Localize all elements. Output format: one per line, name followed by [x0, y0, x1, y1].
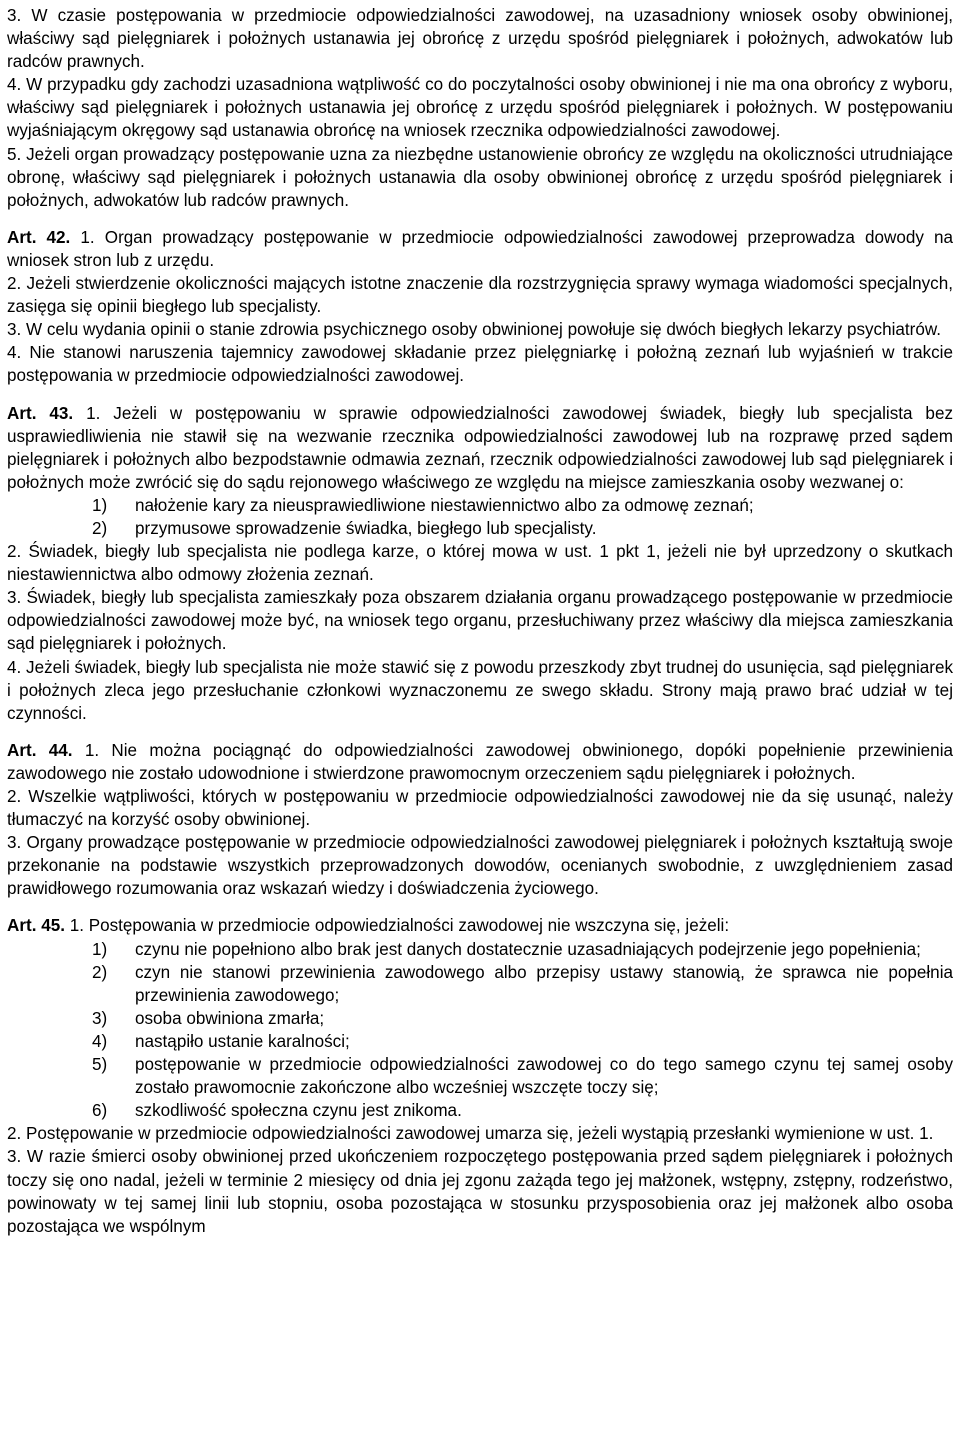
list-item-number: 6) [92, 1101, 108, 1121]
article-42-para-1-text: 1. Organ prowadzący postępowanie w przedmiocie odpowiedzialności zawodowej przeprowadza dowody na wniosek stron lub z urzędu. [7, 227, 953, 270]
list-item [7, 1007, 953, 1030]
article-42-para-1 [7, 226, 953, 272]
list-item-text: szkodliwość społeczna czynu jest znikoma. [135, 1101, 462, 1121]
article-44-para-3: 3. Organy prowadzące postępowanie w przedmiocie odpowiedzialności zawodowej pielęgniarek i położnych kształtują swoje przekonanie na podstawie wszystkich przeprowadzonych dowodów, ocenianych swobodnie, z uwzględnieniem zasad prawidłowego rozumowania oraz wskazań wiedzy i doświadczenia życiowego. [7, 833, 953, 899]
article-42-para-3: 3. W celu wydania opinii o stanie zdrowia psychicznego osoby obwinionej powołuje się dwóch biegłych lekarzy psychiatrów. [7, 320, 942, 340]
list-item-text: czynu nie popełniono albo brak jest danych dostatecznie uzasadniających podejrzenie jego popełnienia; [135, 939, 921, 959]
list-item-number: 2) [92, 962, 108, 982]
list-item-number: 1) [92, 939, 108, 959]
article-43-heading: Art. 43. [7, 403, 74, 423]
list-item-text: nałożenie kary za nieusprawiedliwione niestawiennictwo albo za odmowę zeznań; [135, 495, 754, 515]
article-42-para-4: 4. Nie stanowi naruszenia tajemnicy zawodowej składanie przez pielęgniarkę i położną zeznań lub wyjaśnień w trakcie postępowania w przedmiocie odpowiedzialności zawodowej. [7, 343, 953, 386]
list-item-text: nastąpiło ustanie karalności; [135, 1031, 350, 1051]
article-44-para-1-text: 1. Nie można pociągnąć do odpowiedzialności zawodowej obwinionego, dopóki popełnienie przewinienia zawodowego nie zostało udowodnione i stwierdzone prawomocnym orzeczeniem sądu pielęgniarek i położnych. [7, 740, 953, 783]
list-item-text: postępowanie w przedmiocie odpowiedzialności zawodowej co do tego samego czynu tej samej osoby zostało prawomocnie zakończone albo wcześniej wszczęte toczy się; [135, 1055, 953, 1098]
list-item-number: 2) [92, 518, 108, 538]
article-43-para-1-text: 1. Jeżeli w postępowaniu w sprawie odpowiedzialności zawodowej świadek, biegły lub specjalista bez usprawiedliwienia nie stawił się na wezwanie rzecznika odpowiedzialności zawodowej lub na rozprawę przed sądem pielęgniarek i położnych albo bezpodstawnie odmawia zeznań, rzecznik odpowiedzialności zawodowej lub sąd pielęgniarek i położnych może zwrócić się do sądu rejonowego właściwego ze względu na miejsce zamieszkania osoby wezwanej o: [7, 403, 953, 492]
list-item [7, 494, 953, 517]
article-43-para-1 [7, 402, 953, 494]
article-45-para-2: 2. Postępowanie w przedmiocie odpowiedzialności zawodowej umarza się, jeżeli wystąpią przesłanki wymienione w ust. 1. [7, 1124, 934, 1144]
article-45-para-1 [7, 914, 953, 937]
list-item-number: 3) [92, 1008, 108, 1028]
list-item [7, 938, 953, 961]
list-item [7, 1053, 953, 1099]
list-item [7, 961, 953, 1007]
list-item-text: osoba obwiniona zmarła; [135, 1008, 325, 1028]
article-42-para-2: 2. Jeżeli stwierdzenie okoliczności mających istotne znaczenie dla rozstrzygnięcia sprawy wymaga wiadomości specjalnych, zasięga się opinii biegłego lub specjalisty. [7, 274, 953, 317]
article-45-para-3: 3. W razie śmierci osoby obwinionej przed ukończeniem rozpoczętego postępowania przed sądem pielęgniarek i położnych toczy się ono nadal, jeżeli w terminie 2 miesięcy od dnia jej zgonu zażąda tego jej małżonek, wstępny, zstępny, rodzeństwo, powinowaty w tej samej linii lub stopniu, osoba pozostająca w stosunku przysposobienia oraz jej małżonek albo osoba pozostająca we wspólnym [7, 1147, 953, 1236]
list-item-text: przymusowe sprowadzenie świadka, biegłego lub specjalisty. [135, 518, 597, 538]
article-45-para-1-text: 1. Postępowania w przedmiocie odpowiedzialności zawodowej nie wszczyna się, jeżeli: [64, 916, 730, 936]
article-44-para-1 [7, 739, 953, 785]
article-45-heading: Art. 45. [7, 916, 65, 936]
article-44-heading: Art. 44. [7, 740, 73, 760]
article-43-para-3: 3. Świadek, biegły lub specjalista zamieszkały poza obszarem działania organu prowadzącego postępowanie w przedmiocie odpowiedzialności zawodowej może być, na wniosek tego organu, przesłuchiwany przez właściwy dla miejsca zamieszkania sąd pielęgniarek i położnych. [7, 588, 953, 654]
list-item-number: 4) [92, 1031, 108, 1051]
list-item-text: czyn nie stanowi przewinienia zawodowego albo przepisy ustawy stanowią, że sprawca nie popełnia przewinienia zawodowego; [135, 962, 953, 1005]
list-item [7, 517, 953, 540]
article-43-para-4: 4. Jeżeli świadek, biegły lub specjalista nie może stawić się z powodu przeszkody zbyt trudnej do usunięcia, sąd pielęgniarek i położnych zleca jego przesłuchanie członkowi wyznaczonemu ze swego składu. Strony mają prawo brać udział w tej czynności. [7, 657, 953, 723]
paragraph-4: 4. W przypadku gdy zachodzi uzasadniona wątpliwość co do poczytalności osoby obwinionej i nie ma ona obrońcy z wyboru, właściwy sąd pielęgniarek i położnych ustanawia jej obrońcę z urzędu spośród pielęgniarek i położnych. W postępowaniu wyjaśniającym okręgowy sąd ustanawia obrońcę na wniosek rzecznika odpowiedzialności zawodowej. [7, 75, 953, 141]
paragraph-3: 3. W czasie postępowania w przedmiocie odpowiedzialności zawodowej, na uzasadniony wniosek osoby obwinionej, właściwy sąd pielęgniarek i położnych ustanawia jej obrońcę z urzędu spośród pielęgniarek i położnych, adwokatów lub radców prawnych. [7, 6, 953, 72]
article-42-heading: Art. 42. [7, 227, 71, 247]
list-item [7, 1099, 953, 1122]
paragraph-5: 5. Jeżeli organ prowadzący postępowanie uzna za niezbędne ustanowienie obrońcy ze względu na okoliczności utrudniające obronę, właściwy sąd pielęgniarek i położnych ustanawia dla osoby obwinionej obrońcę z urzędu spośród pielęgniarek i położnych, adwokatów lub radców prawnych. [7, 144, 953, 210]
list-item-number: 5) [92, 1055, 108, 1075]
list-item [7, 1030, 953, 1053]
article-43-para-2: 2. Świadek, biegły lub specjalista nie podlega karze, o której mowa w ust. 1 pkt 1, jeżeli nie był uprzedzony o skutkach niestawiennictwa albo odmowy złożenia zeznań. [7, 542, 953, 585]
list-item-number: 1) [92, 495, 108, 515]
article-44-para-2: 2. Wszelkie wątpliwości, których w postępowaniu w przedmiocie odpowiedzialności zawodowej nie da się usunąć, należy tłumaczyć na korzyść osoby obwinionej. [7, 787, 953, 830]
